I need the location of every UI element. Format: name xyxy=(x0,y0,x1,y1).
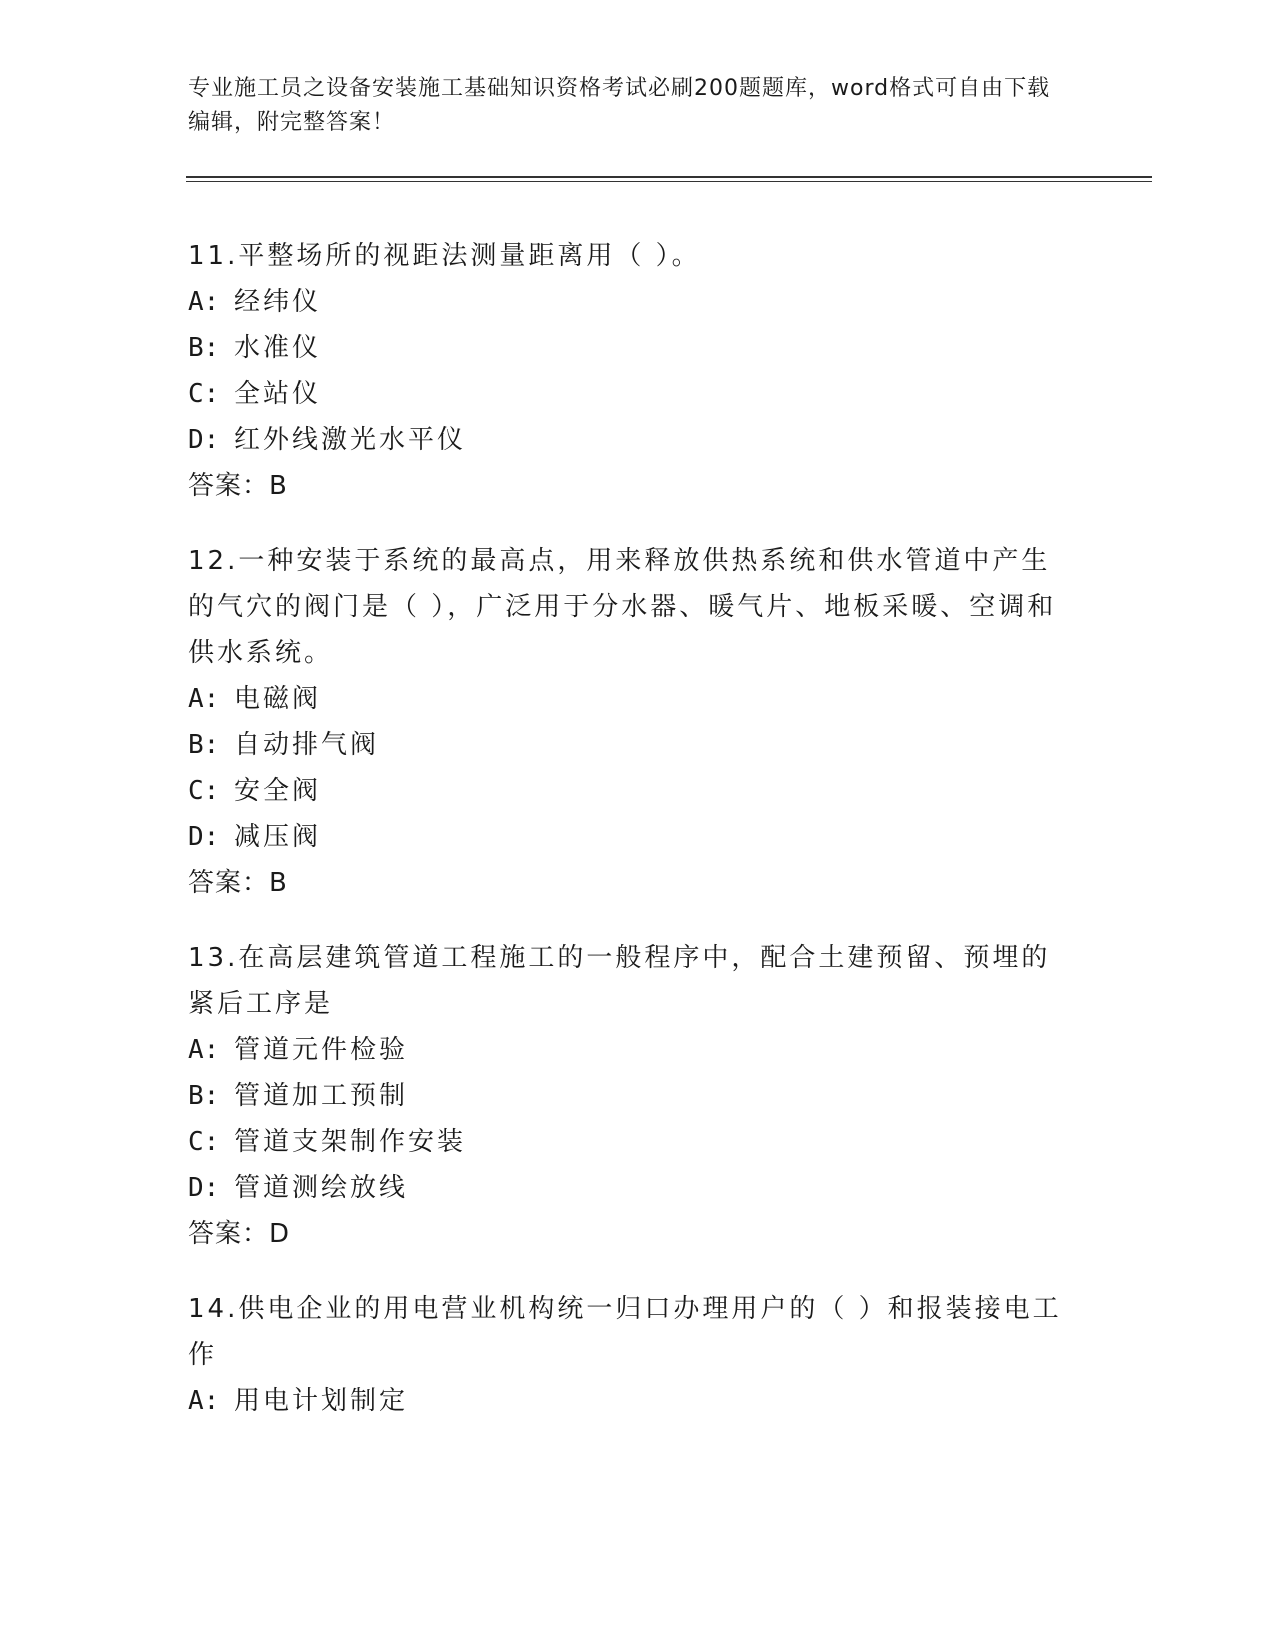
option-key: D: xyxy=(188,822,220,852)
option-text: 管道支架制作安装 xyxy=(234,1127,467,1157)
option-key: B: xyxy=(188,730,220,760)
answer-line: 答案：B xyxy=(188,471,288,501)
header-divider-secondary xyxy=(186,181,1152,182)
option-text: 用电计划制定 xyxy=(234,1386,409,1416)
option-b xyxy=(188,1073,1078,1119)
question-text: 11.平整场所的视距法测量距离用（ ）。 xyxy=(188,241,701,271)
option-text: 红外线激光水平仪 xyxy=(234,425,467,455)
option-key: A: xyxy=(188,1035,220,1065)
answer-line: 答案：B xyxy=(188,868,288,898)
question-list xyxy=(188,233,1078,1453)
header-divider xyxy=(186,176,1152,178)
option-a xyxy=(188,279,1078,325)
option-key: B: xyxy=(188,1081,220,1111)
question-item xyxy=(188,233,1078,509)
option-key: B: xyxy=(188,333,220,363)
option-text: 管道加工预制 xyxy=(234,1081,409,1111)
question-item xyxy=(188,935,1078,1257)
option-text: 减压阀 xyxy=(234,822,322,852)
option-b xyxy=(188,722,1078,768)
option-c xyxy=(188,371,1078,417)
option-text: 经纬仪 xyxy=(234,287,322,317)
option-c xyxy=(188,768,1078,814)
option-a xyxy=(188,1378,1078,1424)
option-a xyxy=(188,1027,1078,1073)
question-text: 12.一种安装于系统的最高点，用来释放供热系统和供水管道中产生的气穴的阀门是（ ），广泛用于分水器、暖气片、地板采暖、空调和供水系统。 xyxy=(188,546,1057,668)
option-key: A: xyxy=(188,684,220,714)
option-key: C: xyxy=(188,776,220,806)
question-item xyxy=(188,1286,1078,1424)
option-text: 管道元件检验 xyxy=(234,1035,409,1065)
option-b xyxy=(188,325,1078,371)
answer-line: 答案：D xyxy=(188,1219,291,1249)
option-key: A: xyxy=(188,287,220,317)
option-text: 全站仪 xyxy=(234,379,322,409)
option-d xyxy=(188,1165,1078,1211)
option-a xyxy=(188,676,1078,722)
option-key: A: xyxy=(188,1386,220,1416)
option-d xyxy=(188,814,1078,860)
document-header: 专业施工员之设备安装施工基础知识资格考试必刷200题题库，word格式可自由下载编辑，附完整答案！ xyxy=(188,76,1051,135)
option-text: 水准仪 xyxy=(234,333,322,363)
option-key: D: xyxy=(188,425,220,455)
option-text: 安全阀 xyxy=(234,776,322,806)
option-c xyxy=(188,1119,1078,1165)
option-key: C: xyxy=(188,379,220,409)
option-key: C: xyxy=(188,1127,220,1157)
option-text: 电磁阀 xyxy=(234,684,322,714)
question-text: 13.在高层建筑管道工程施工的一般程序中，配合土建预留、预埋的紧后工序是 xyxy=(188,943,1051,1019)
option-text: 自动排气阀 xyxy=(234,730,380,760)
question-item xyxy=(188,538,1078,906)
option-key: D: xyxy=(188,1173,220,1203)
question-text: 14.供电企业的用电营业机构统一归口办理用户的（ ）和报装接电工作 xyxy=(188,1294,1062,1370)
option-d xyxy=(188,417,1078,463)
option-text: 管道测绘放线 xyxy=(234,1173,409,1203)
